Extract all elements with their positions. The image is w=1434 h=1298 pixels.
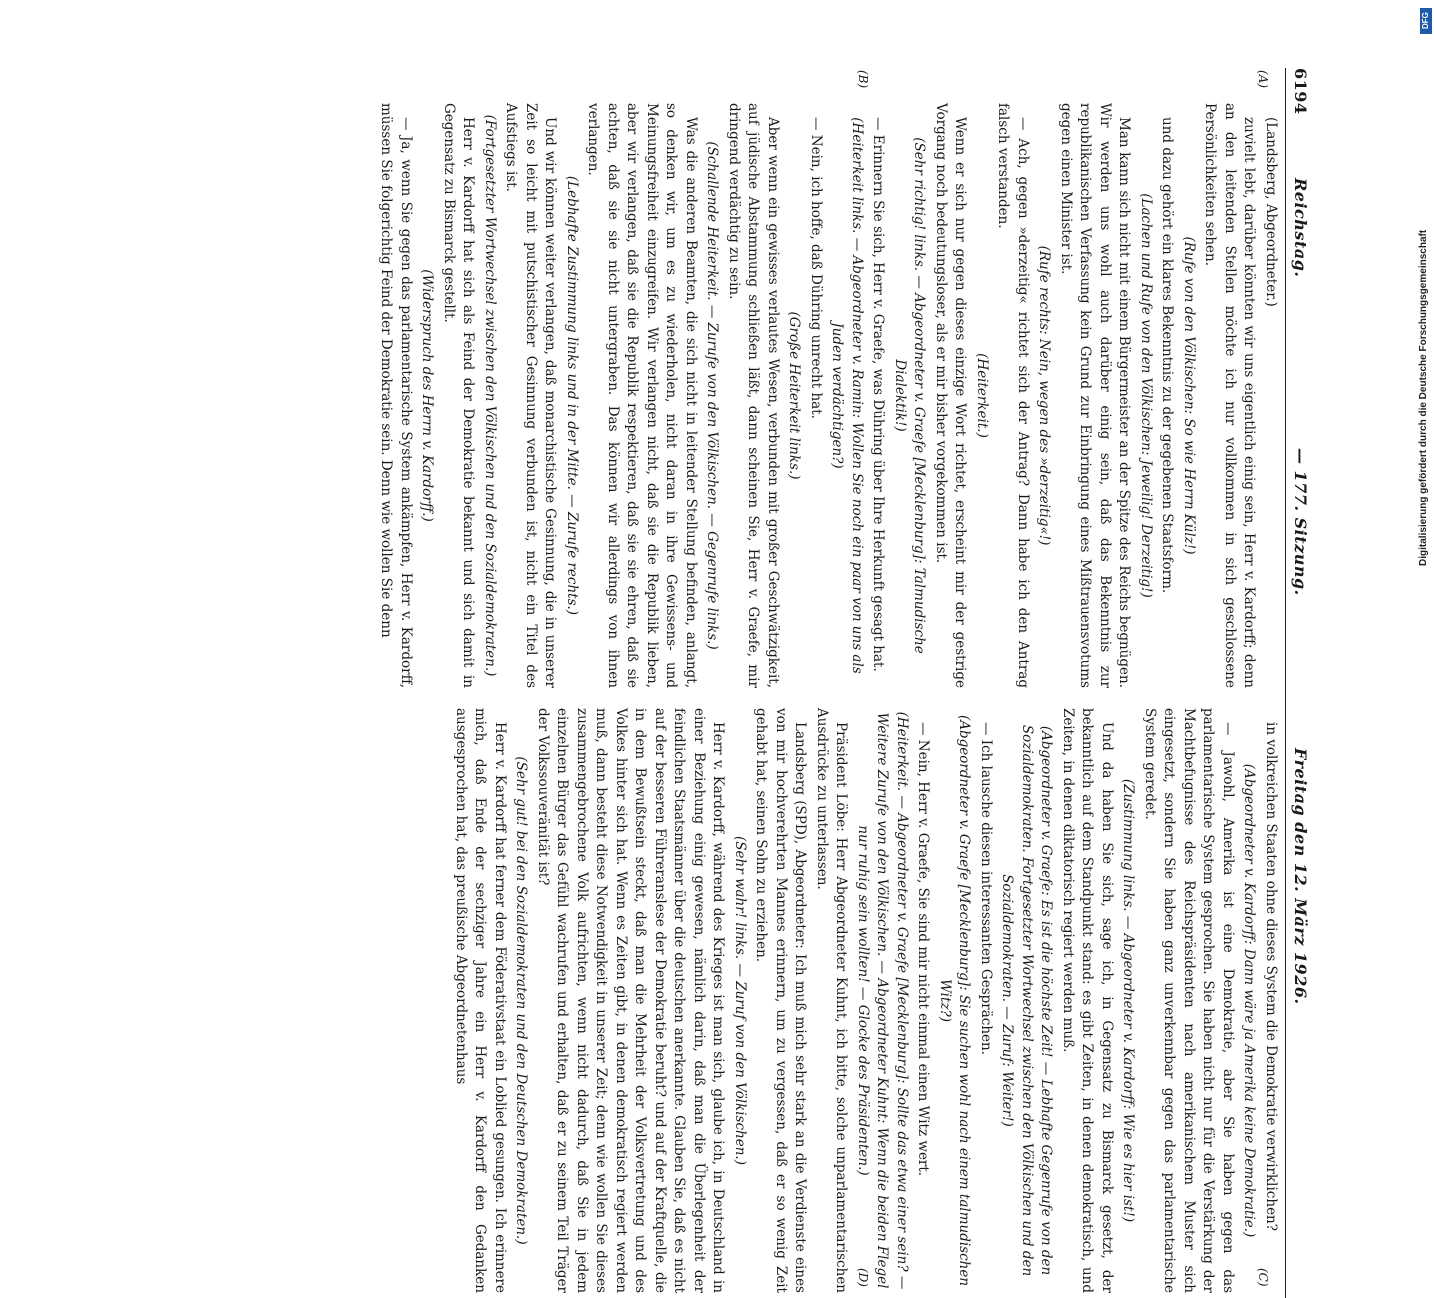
- paragraph: Herr v. Kardorff, während des Krieges ist man sich, glaube ich, in Deutschland in einer Beziehung einig gewesen, nämlich darin, daß man die Überlegenheit der feindlichen Staatsmänner über die deutschen anerkannte. Glauben Sie, daß es nicht auf der besseren Führeranslese der Demokratie beruht? und auf der Kraftquelle, die in dem Bewußtsein steckt, daß man die Mehrheit der Volksvertretung und des Volkes hinter sich hat. Wenn es Zeiten gibt, in denen demokratisch regiert werden muß, dann besteht diese Notwendigkeit in unserer Zeit; denn wie wollen Sie dieses zusammengebrochene Volk aufrichten, wenn nicht dadurch, daß Sie in jedem einzelnen Bürger das Gefühl wachrufen und erhalten, daß er zu seinem Teil Träger der Volkssouveränität ist?: [535, 708, 727, 1293]
- paragraph: Herr v. Kardorff hat sich als Feind der Demokratie bekannt und sich damit in Gegensatz zu Bismarck gestellt.: [441, 103, 477, 688]
- interjection: (Heiterkeit.): [974, 353, 990, 438]
- interjection: (Widerspruch des Herrn v. Kardorff.): [419, 269, 436, 522]
- session-date: Freitag den 12. März 1926.: [1291, 748, 1310, 1005]
- paragraph: — Nein, Herr v. Graefe, Sie sind mir nicht einmal einen Witz wert.: [915, 722, 932, 1177]
- speaker-paragraph: Landsberg (SPD), Abgeordneter: Ich muß mich sehr stark an die Verdienste eines von mir hochverehrten Mannes erinnern, um zu vergessen, daß er so wenig Zeit gehabt hat, seinen Sohn zu erziehen.: [753, 708, 809, 1293]
- paragraph: zuvielt lebt, darüber könnten wir uns eigentlich einig sein, Herr v. Kardorff; denn an den leitenden Stellen möchte ich nur vollkommen in sich geschlossene Persönlichkeiten sehen.: [1202, 103, 1258, 688]
- paragraph: — Ich lausche diesen interessanten Gesprächen.: [978, 722, 994, 1055]
- left-text-column: [378, 103, 1280, 688]
- interjection: (Zustimmung links. — Abgeordneter v. Kardorff: Wie es hier ist!): [1120, 778, 1137, 1223]
- interjection: (Rufe rechts: Nein, wegen des »derzeitig«!): [1036, 245, 1053, 546]
- interjection: (Fortgesetzter Wortwechsel zwischen den Völkischen und den Sozialdemokraten.): [482, 114, 498, 677]
- running-header: [1288, 68, 1310, 1298]
- interjection: (Schallende Heiterkeit. — Zurufe von den Völkischen. — Gegenrufe links.): [704, 141, 721, 650]
- interjection: (Abgeordneter v. Graefe: Es ist die höchste Zeit! — Lebhafte Gegenrufe von den Sozialdemokraten. Fortgesetzter Wortwechsel zwischen den Völkischen und den Sozialdemokraten. — Zuruf: Weiter!): [999, 724, 1055, 1277]
- interjection: (Sehr wahr! links. — Zuruf von den Völkischen.): [732, 836, 748, 1165]
- interjection: (Sehr gut! bei den Sozialdemokraten und den Deutschen Demokraten.): [513, 756, 530, 1245]
- paragraph: Herr v. Kardorff hat ferner dem Föderativstaat ein Loblied gesungen. Ich erinnere mich, daß Ende der sechziger Jahre ein Herr v. Kardorff den Gedanken ausgesprochen hat, das preußische Abgeordnetenhaus: [453, 708, 508, 1293]
- interjection: (Heiterkeit. — Abgeordneter v. Graefe [Mecklenburg]: Sollte das etwa einer sein? — Weitere Zurufe von den Völkischen. — Abgeordneter Kuhnt: Wenn die beiden Flegel nur ruhig sein wollten! — Glocke des Präsidenten.): [855, 711, 910, 1290]
- paragraph: — Jawohl, Amerika ist eine Demokratie, aber Sie haben gegen das parlamentarische System gesprochen. Sie haben nicht nur für die Verstärkung der Machtbefugnisse des Reichspräsidenten nach amerikanischem Muster sich eingesetzt, sondern Sie haben ganz unverkennbar gegen das parlamentarische System geredet.: [1142, 708, 1236, 1293]
- rotated-page: [80, 68, 1310, 1293]
- session-label: — 177. Sitzung.: [1291, 448, 1310, 596]
- right-text-column: [453, 708, 1280, 1293]
- page-number: 6194: [1291, 68, 1310, 115]
- paragraph: — Ach, gegen »derzeitig« richtet sich der Antrag? Dann habe ich den Antrag falsch verstanden.: [995, 103, 1031, 688]
- margin-mark-d: (D): [856, 1268, 870, 1287]
- interjection: (Abgeordneter v. Graefe [Mecklenburg]: Sie suchen wohl nach einem talmudischen Witz?): [937, 714, 973, 1287]
- paragraph: Man kann sich nicht mit einem Bürgermeister an der Spitze des Reichs begnügen. Wir werden uns wohl auch darüber einig sein, daß das Bekenntnis zur republikanischen Verfassung kein Grund zur Einbringung eines Mißtrauensvotums gegen einen Minister ist.: [1058, 103, 1133, 688]
- paragraph: Und wir können weiter verlangen, daß monarchistische Gesinnung, die in unserer Zeit so leicht mit putschistischer Gesinnung verbunden ist, nicht ein Titel des Aufstiegs ist.: [503, 103, 559, 688]
- margin-mark-c: (C): [1256, 1268, 1270, 1287]
- header-rule: [1285, 68, 1286, 1298]
- speaker-paragraph: (Landsberg, Abgeordneter.): [1263, 117, 1279, 307]
- paragraph: Und da haben Sie sich, sage ich, in Gegensatz zu Bismarck gesetzt, der bekanntlich auf dem Standpunkt stand: es gibt Zeiten, in denen demokratisch, und Zeiten, in denen diktatorisch regiert werden muß.: [1060, 708, 1115, 1293]
- margin-mark-a: (A): [1256, 70, 1270, 89]
- paragraph: — Erinnern Sie sich, Herr v. Graefe, was Dühring über Ihre Herkunft gesagt hat.: [870, 117, 887, 672]
- interjection: (Große Heiterkeit links.): [786, 311, 803, 480]
- paragraph: Was die anderen Beamten, die sich nicht in leitender Stellung befinden, anlangt, so denken wir, um es zu wiederholen, nicht daran in ihre Gewissens- und Meinungsfreiheit einzugreifen. Wir verlangen nicht, daß sie die Republik lieben, aber wir verlangen, daß sie die Republik respektieren, daß sie sie ehren, daß sie achten, daß sie sie nicht untergraben. Das können wir allerdings von ihnen verlangen.: [585, 103, 699, 688]
- dfg-credit-text: Digitalisierung gefördert durch die Deutsche Forschungsgemeinschaft: [1418, 229, 1429, 566]
- interjection: (Lebhafte Zustimmung links und in der Mitte. — Zurufe rechts.): [564, 175, 580, 616]
- paragraph: — Nein, ich hoffe, daß Dühring unrecht hat.: [808, 117, 824, 419]
- interjection: (Abgeordneter v. Kardorff: Dann wäre ja Amerika keine Demokratie.): [1241, 763, 1258, 1238]
- interjection: (Sehr richtig! links. — Abgeordneter v. Graefe [Mecklenburg]: Talmudische Dialektik!): [892, 137, 928, 654]
- paragraph: Aber wenn ein gewisses verlautes Wesen, verbunden mit großer Geschwätzigkeit, auf jüdische Abstammung schließen läßt, dann scheinen Sie, Herr v. Graefe, mir dringend verdächtig zu sein.: [726, 103, 781, 688]
- interjection: (Lachen und Rufe von den Völkischen: Jeweilig! Derzeitig!): [1138, 193, 1154, 598]
- paragraph: Wenn er sich nur gegen dieses einzige Wort richtet, erscheint mir der gestrige Vorgang noch bedeutungsloser, als er mir bisher vorgekommen ist.: [933, 103, 969, 688]
- interjection: (Rufe von den Völkischen: So wie Herrn Külz!): [1181, 236, 1197, 555]
- paragraph: und dazu gehört ein klares Bekenntnis zu der gegebenen Staatsform.: [1159, 117, 1176, 594]
- publication-title: Reichstag.: [1291, 178, 1310, 278]
- speaker-paragraph: Präsident Löbe: Herr Abgeordneter Kuhnt, ich bitte, solche unparlamentarischen Ausdrücke zu unterlassen.: [814, 708, 850, 1293]
- margin-mark-b: (B): [856, 70, 870, 89]
- interjection: (Heiterkeit links. — Abgeordneter v. Ramin: Wollen Sie noch ein paar von uns als Juden verdächtigen?): [829, 117, 865, 674]
- dfg-credit: [1418, 6, 1432, 586]
- dfg-logo: DFG: [1420, 8, 1432, 34]
- paragraph: in volkreichen Staaten ohne dieses System die Demokratie verwirklichen?: [1263, 722, 1279, 1231]
- paragraph: — Ja, wenn Sie gegen das parlamentarische System ankämpfen, Herr v. Kardorff, müssen Sie folgerichtig Feind der Demokratie sein. Denn wie wollen Sie denn: [378, 103, 414, 688]
- page-content: [378, 68, 1310, 1298]
